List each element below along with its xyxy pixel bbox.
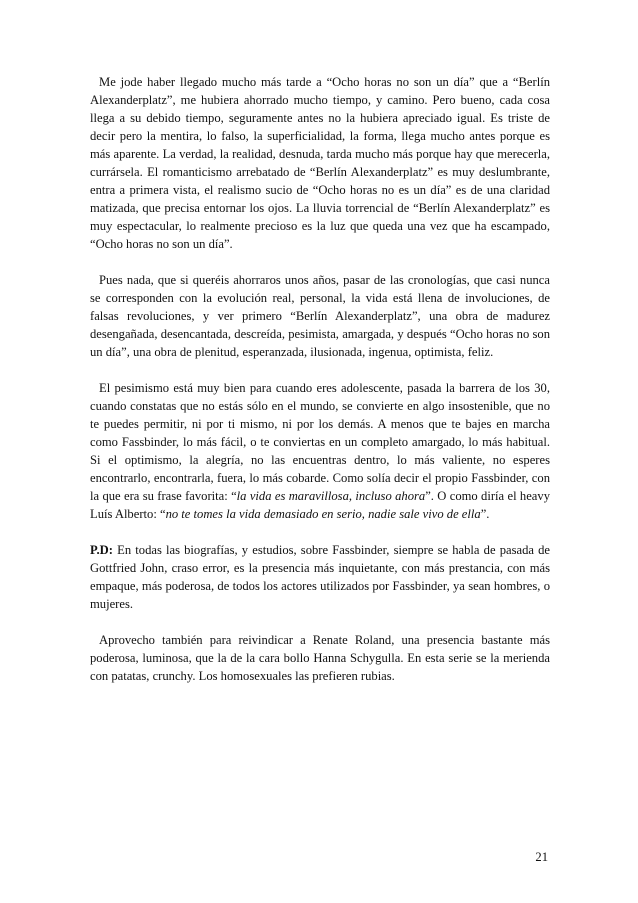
document-body bbox=[90, 73, 550, 703]
paragraph-postscript bbox=[90, 541, 550, 613]
paragraph-3-text-b: ”. O como diría el heavy Luís Alberto: “ bbox=[90, 489, 550, 521]
page-number: 21 bbox=[535, 850, 548, 864]
quote-luis-alberto: no te tomes la vida demasiado en serio, nadie sale vivo de ella bbox=[165, 507, 481, 521]
postscript-label: P.D: bbox=[90, 543, 113, 557]
paragraph-2: Pues nada, que si queréis ahorraros unos años, pasar de las cronologías, que casi nunca se corresponden con la evolución real, personal, la vida está llena de involuciones, de falsas revoluciones, y ver primero “Berlín Alexanderplatz”, una obra de madurez desengañada, desencantada, descreída, pesimista, amargada, y después “Ocho horas no son un día”, una obra de plenitud, esperanzada, ilusionada, ingenua, optimista, feliz. bbox=[90, 273, 550, 359]
paragraph-5: Aprovecho también para reivindicar a Renate Roland, una presencia bastante más poderosa, luminosa, que la de la cara bollo Hanna Schygulla. En esta serie se la merienda con patatas, crunchy. Los homosexuales las prefieren rubias. bbox=[90, 633, 550, 683]
paragraph-3 bbox=[90, 379, 550, 523]
postscript-text: En todas las biografías, y estudios, sobre Fassbinder, siempre se habla de pasada de Gottfried John, craso error, es la presencia más inquietante, con más prestancia, con más empaque, más poderosa, de todos los actores utilizados por Fassbinder, ya sean hombres, o mujeres. bbox=[90, 543, 550, 611]
paragraph-3-text-c: ”. bbox=[480, 507, 490, 521]
quote-fassbinder: la vida es maravillosa, incluso ahora bbox=[236, 489, 426, 503]
paragraph-1: Me jode haber llegado mucho más tarde a “Ocho horas no son un día” que a “Berlín Alexanderplatz”, me hubiera ahorrado mucho tiempo, y camino. Pero bueno, cada cosa llega a su debido tiempo, seguramente antes no la hubiera apreciado igual. Es triste de decir pero la mentira, lo falso, la superficialidad, la forma, llega mucho antes porque es más aparente. La verdad, la realidad, desnuda, tarda mucho más porque hay que merecerla, currársela. El romanticismo arrebatado de “Berlín Alexanderplatz” es muy deslumbrante, entra a primera vista, el realismo sucio de “Ocho horas no es un día” es de una claridad matizada, que precisa entornar los ojos. La lluvia torrencial de “Berlín Alexanderplatz” es muy espectacular, lo realmente precioso es la luz que queda una vez que ha escampado, “Ocho horas no son un día”. bbox=[90, 75, 550, 251]
paragraph-3-text-a: El pesimismo está muy bien para cuando eres adolescente, pasada la barrera de los 30, cuando constatas que no estás sólo en el mundo, se convierte en algo insostenible, que no te puedes permitir, ni por ti mismo, ni por los demás. A menos que te bajes en marcha como Fassbinder, lo más fácil, o te conviertas en un completo amargado, lo más habitual. Si el optimismo, la alegría, no las encuentras dentro, lo más valiente, no esperes encontrarlo, encontrarla, fuera, lo más cobarde. Como solía decir el propio Fassbinder, con la que era su frase favorita: “ bbox=[90, 381, 550, 503]
